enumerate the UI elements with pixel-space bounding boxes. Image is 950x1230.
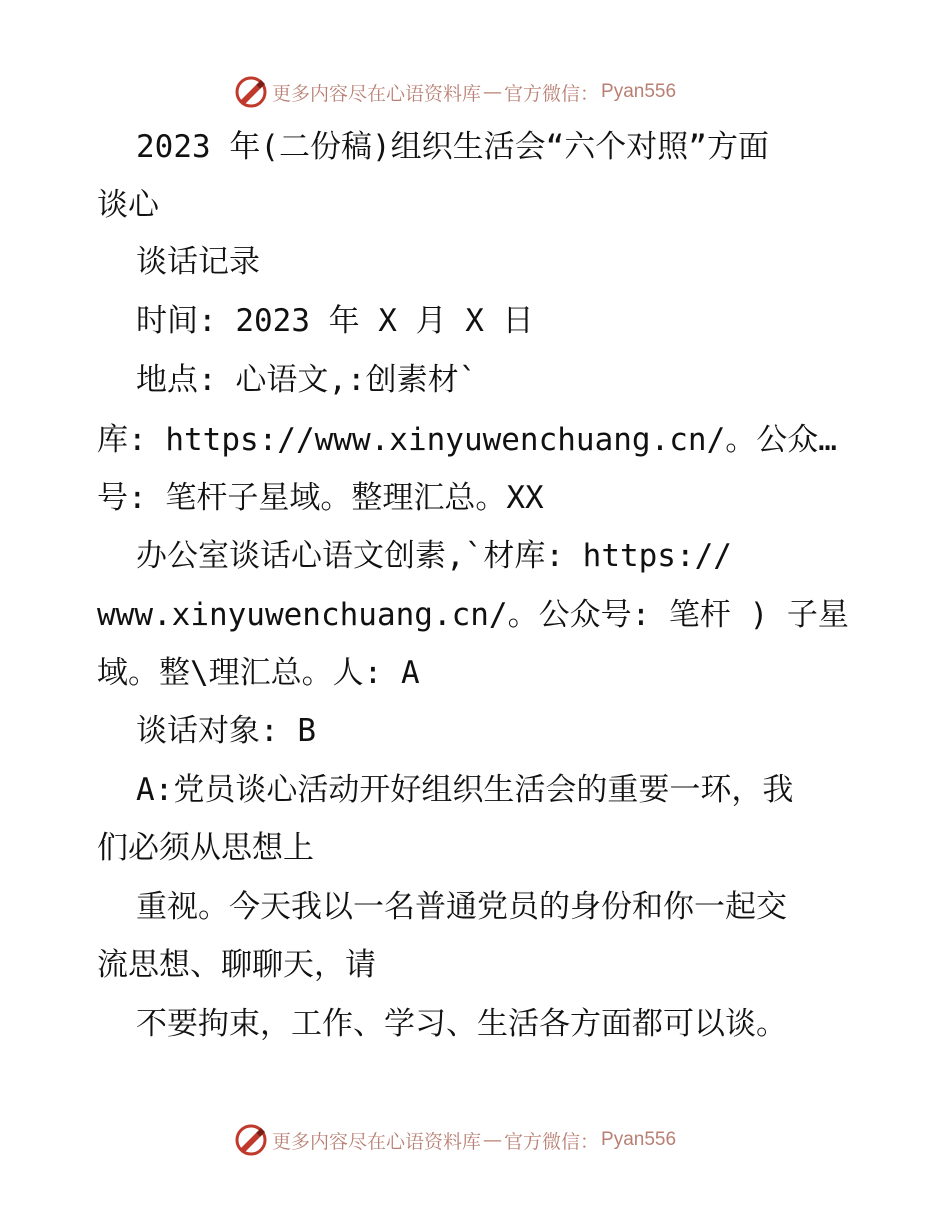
doc-line: 号: 笔杆子星域。整理汇总。XX <box>97 480 544 516</box>
doc-title-line-1: 2023 年(二份稿)组织生活会“六个对照”方面 <box>136 129 769 165</box>
banner-text: 更多内容尽在心语资料库 <box>272 82 482 105</box>
doc-title-line-2: 谈心 <box>97 187 159 223</box>
banner-wechat-label: 官方微信： <box>504 82 600 105</box>
doc-line-location: 地点: 心语文,:创素材` <box>136 362 478 398</box>
doc-heading: 谈话记录 <box>136 244 260 280</box>
doc-line: 库: https://www.xinyuwenchuang.cn/。公众… <box>97 422 837 458</box>
banner-text: 更多内容尽在心语资料库 <box>272 1130 482 1153</box>
banner-wechat-label: 官方微信： <box>504 1130 600 1153</box>
doc-line: www.xinyuwenchuang.cn/。公众号: 笔杆 ) 子星 <box>97 597 849 633</box>
doc-line-time: 时间: 2023 年 X 月 X 日 <box>136 303 534 339</box>
doc-line: 办公室谈话心语文创素,`材库: https:// <box>136 538 732 574</box>
footer-banner <box>234 1120 676 1160</box>
banner-wechat-id: Pyan556 <box>601 1129 677 1150</box>
banner-separator: — <box>483 81 503 103</box>
doc-paragraph-line: 重视。今天我以一名普通党员的身份和你一起交 <box>136 889 787 925</box>
doc-paragraph-line: 们必须从思想上 <box>97 830 314 866</box>
doc-line-interviewee: 谈话对象: B <box>136 713 316 749</box>
banner-separator: — <box>483 1129 503 1151</box>
header-banner <box>234 72 676 112</box>
pen-logo-icon <box>234 1123 268 1157</box>
banner-wechat-id: Pyan556 <box>601 81 677 102</box>
doc-paragraph-line: A:党员谈心活动开好组织生活会的重要一环，我 <box>136 772 794 808</box>
pen-logo-icon <box>234 75 268 109</box>
doc-paragraph-line: 流思想、聊聊天，请 <box>97 947 376 983</box>
doc-line: 域。整\理汇总。人: A <box>97 655 420 691</box>
doc-paragraph-line: 不要拘束，工作、学习、生活各方面都可以谈。 <box>136 1006 787 1042</box>
